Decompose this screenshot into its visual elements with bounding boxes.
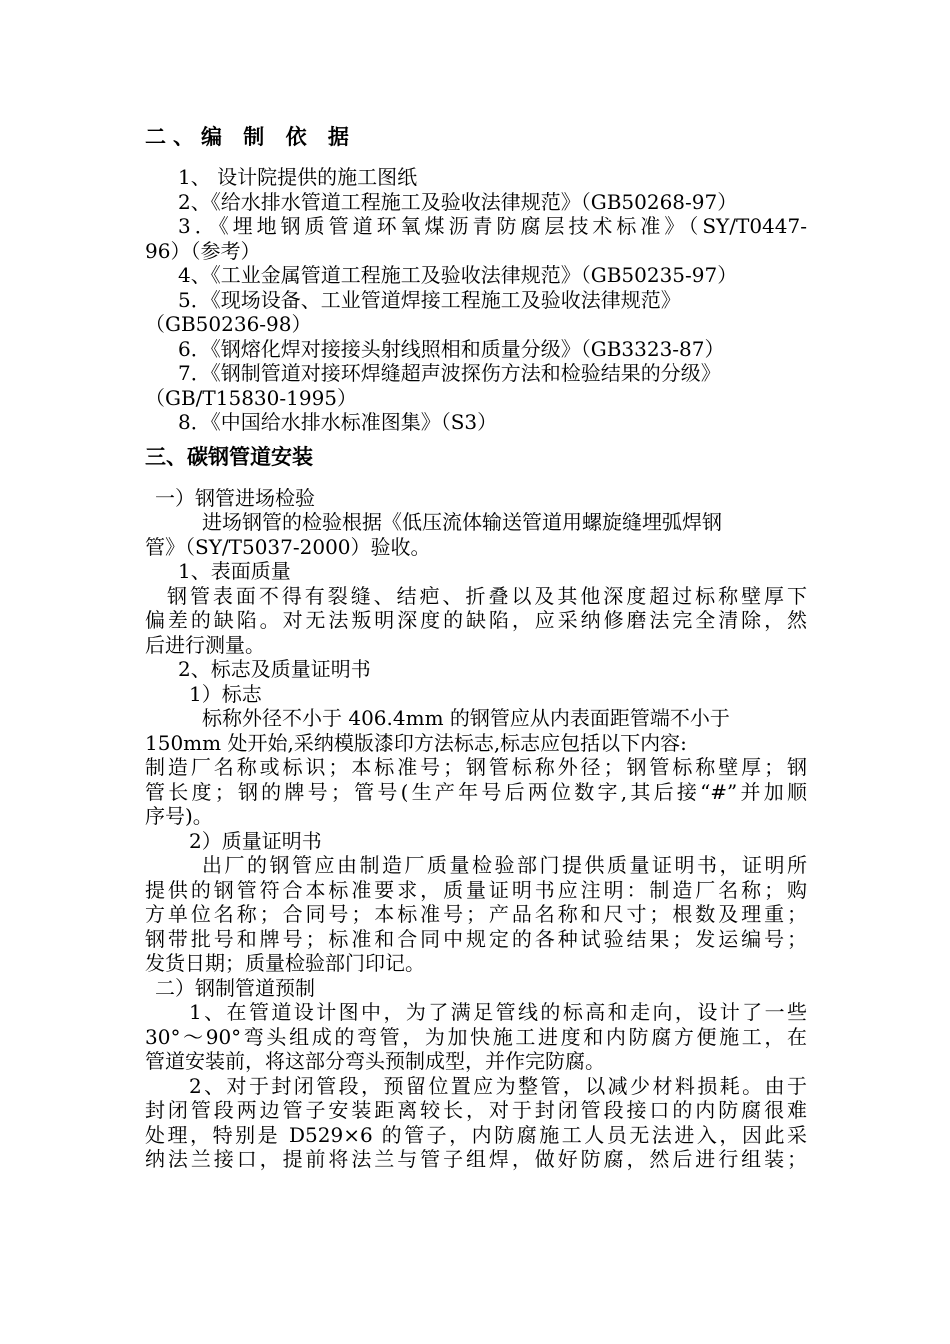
subsection-inspection-title: 一）钢管进场检验 xyxy=(155,485,315,510)
basis-item-5: 5．《现场设备、工业管道焊接工程施工及验收法律规范》 xyxy=(178,287,681,312)
paragraph-line: 管道安装前，将这部分弯头预制成型，并作完防腐。 xyxy=(145,1049,605,1073)
paragraph-line: 偏差的缺陷。对无法叛明深度的缺陷，应采纳修磨法完全清除，然 xyxy=(145,608,807,632)
basis-item-8: 8．《中国给水排水标准图集》（S3） xyxy=(178,410,498,434)
subsection-prefab-title: 二）钢制管道预制 xyxy=(155,975,315,1000)
paragraph-line: 钢带批号和牌号；标准和合同中规定的各种试验结果；发运编号； xyxy=(145,926,807,951)
section-heading-install: 三、碳钢管道安装 xyxy=(145,444,313,469)
basis-item-6: 6．《钢熔化焊对接接头射线照相和质量分级》（GB3323-87） xyxy=(178,336,725,361)
paragraph-line: 纳法兰接口，提前将法兰与管子组焊，做好防腐，然后进行组装； xyxy=(145,1147,807,1171)
paragraph-line: 150mm 处开始,采纳模版漆印方法标志,标志应包括以下内容: xyxy=(145,730,687,755)
paragraph-line: 2、对于封闭管段，预留位置应为整管，以减少材料损耗。由于 xyxy=(189,1073,807,1098)
paragraph-line: 管长度；钢的牌号；管号(生产年号后两位数字,其后接“#”并加顺 xyxy=(145,779,807,804)
paragraph-line: 出厂的钢管应由制造厂质量检验部门提供质量证明书，证明所 xyxy=(202,853,807,877)
paragraph-line: 管》（SY/T5037-2000）验收。 xyxy=(145,534,431,559)
paragraph-line: 处理，特别是 D529×6 的管子，内防腐施工人员无法进入，因此采 xyxy=(145,1122,807,1147)
basis-item-7-cont: （GB/T15830-1995） xyxy=(145,385,358,410)
paragraph-line: 封闭管段两边管子安装距离较长，对于封闭管段接口的内防腐很难 xyxy=(145,1098,807,1122)
item-surface-quality: 1、表面质量 xyxy=(178,559,291,583)
paragraph-line: 1、在管道设计图中，为了满足管线的标高和走向，设计了一些 xyxy=(189,1000,807,1024)
basis-item-1: 1、 设计院提供的施工图纸 xyxy=(178,165,418,189)
item-marking-certificate: 2、标志及质量证明书 xyxy=(178,657,371,681)
basis-item-4: 4、《工业金属管道工程施工及验收法律规范》（GB50235-97） xyxy=(178,263,738,287)
paragraph-line: 钢管表面不得有裂缝、结疤、折叠以及其他深度超过标称壁厚下 xyxy=(167,583,807,608)
document-body xyxy=(145,118,807,1172)
paragraph-line: 序号)。 xyxy=(145,804,213,828)
basis-item-7: 7．《钢制管道对接环焊缝超声波探伤方法和检验结果的分级》 xyxy=(178,361,721,385)
basis-item-3-cont: 96）（参考） xyxy=(145,238,261,263)
basis-item-3: 3．《埋地钢质管道环氧煤沥青防腐层技术标准》（SY/T0447- xyxy=(178,214,807,238)
paragraph-line: 制造厂名称或标识；本标准号；钢管标称外径；钢管标称壁厚；钢 xyxy=(145,755,807,779)
paragraph-line: 进场钢管的检验根据《低压流体输送管道用螺旋缝埋弧焊钢 xyxy=(202,510,722,534)
paragraph-line: 后进行测量。 xyxy=(145,632,265,657)
paragraph-line: 方单位名称；合同号；本标准号；产品名称和尺寸；根数及理重； xyxy=(145,902,807,926)
basis-item-2: 2、《给水排水管道工程施工及验收法律规范》（GB50268-97） xyxy=(178,189,738,214)
paragraph-line: 30°～90°弯头组成的弯管，为加快施工进度和内防腐方便施工，在 xyxy=(145,1024,807,1049)
paragraph-line: 提供的钢管符合本标准要求，质量证明书应注明：制造厂名称；购 xyxy=(145,877,807,902)
subitem-quality-certificate: 2）质量证明书 xyxy=(189,828,322,853)
section-heading-basis: 二、编 制 依 据 xyxy=(145,125,356,149)
paragraph-line: 发货日期；质量检验部门印记。 xyxy=(145,951,425,975)
subitem-marking: 1）标志 xyxy=(189,681,262,706)
basis-item-5-cont: （GB50236-98） xyxy=(145,312,312,336)
paragraph-line: 标称外径不小于 406.4mm 的钢管应从内表面距管端不小于 xyxy=(202,706,730,730)
